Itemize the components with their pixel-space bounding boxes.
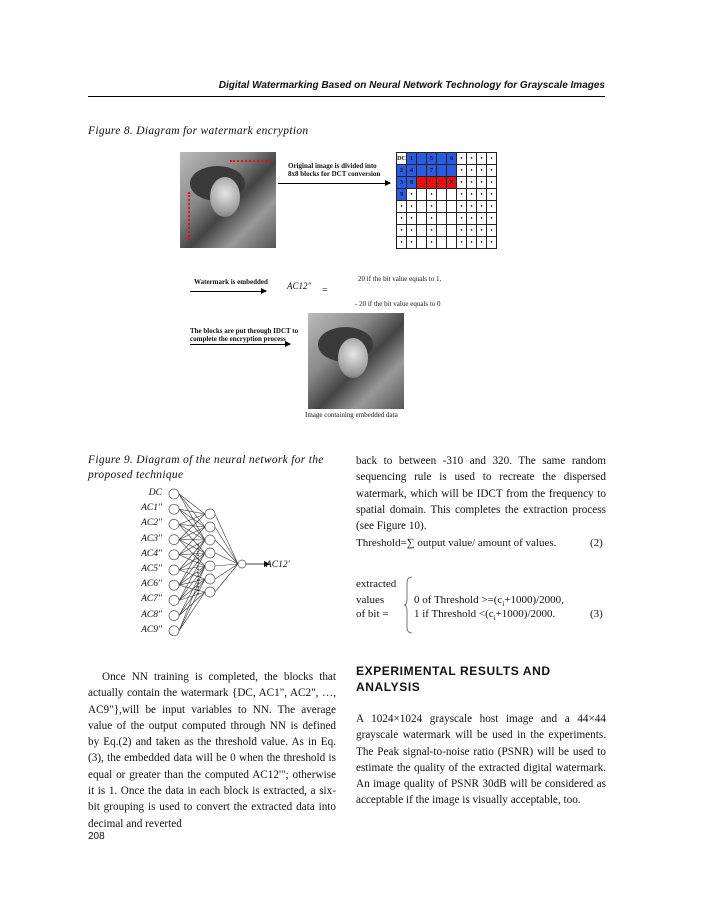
nn-hidden-node: [205, 522, 215, 532]
nn-edge: [215, 564, 238, 579]
nn-input-label: DC: [148, 488, 162, 498]
grid-cell: DC: [397, 153, 407, 165]
label-result: Image containing embedded data: [305, 411, 398, 419]
nn-input-node: [169, 489, 179, 499]
arrow-divide: [278, 183, 390, 184]
nn-hidden-node: [205, 574, 215, 584]
nn-hidden-node: [205, 548, 215, 558]
nn-input-label: AC1": [141, 503, 162, 514]
nn-input-label: AC8": [141, 609, 162, 620]
grid-cell: 1: [407, 153, 417, 165]
grid-cell: X: [447, 177, 457, 189]
nn-hidden-node: [205, 561, 215, 571]
formula-case-2: - 20 if the bit value equals to 0: [355, 300, 441, 308]
nn-input-label: AC2": [141, 518, 162, 529]
grid-cell: 9: [397, 189, 407, 201]
eq3-case-0: 0 of Threshold $>=(c_i+1000)/2000$,: [414, 594, 564, 609]
nn-edge: [179, 527, 205, 555]
nn-input-node: [169, 595, 179, 605]
nn-edge: [179, 540, 205, 585]
nn-input-node: [169, 611, 179, 621]
eq3-label-2: values: [356, 594, 385, 606]
formula-case-1: 20 if the bit value equals to 1,: [358, 275, 442, 283]
equation-3-number: (3): [590, 608, 603, 620]
dct-block-grid: DC 1 5 6 • • • • 2 4 7 • • • • 3 8 X • • • • 9 • • • • • • • • • • • • • • • • • • • • • • • • • • • • • • • • • •: [396, 152, 497, 249]
lena-original-image: [180, 152, 276, 248]
nn-input-label: AC6": [141, 579, 162, 590]
nn-edge: [215, 514, 238, 564]
label-idct: The blocks are put through IDCT to complete the encryption process: [190, 327, 299, 343]
nn-input-label: AC5": [141, 564, 162, 574]
nn-input-node: [169, 626, 179, 636]
header-rule: [88, 96, 605, 97]
label-embed: Watermark is embedded: [194, 278, 268, 286]
nn-edge: [179, 579, 205, 631]
arrow-embed: [190, 291, 266, 292]
nn-edge: [179, 494, 205, 514]
grid-cell: 4: [407, 165, 417, 177]
nn-edge: [215, 564, 238, 566]
nn-output-node: [238, 560, 246, 568]
nn-input-label: AC7": [141, 594, 162, 605]
grid-cell: 2: [397, 165, 407, 177]
arrow-idct: [190, 344, 290, 345]
left-column-paragraph: Once NN training is completed, the blocks that actually contain the watermark {DC, AC1", AC2", …, AC9"},will be input variables to NN. The average value of the output computed through NN is defined by Eq.(2) and taken as the threshold value. As in Eq.(3), the embedded data will be 0 when the threshold is equal or greater than the computed AC12'"; otherwise it is 1. Once the data in each block is extracted, a six-bit grouping is used to convert the extracted data into decimal and reverted: [88, 671, 336, 830]
nn-input-node: [169, 519, 179, 529]
eq3-brace: [404, 575, 414, 635]
nn-input-label: AC4": [141, 548, 162, 559]
running-header: Digital Watermarking Based on Neural Network Technology for Grayscale Images: [218, 80, 605, 91]
eq3-label-1: extracted: [356, 578, 397, 590]
grid-cell: 5: [427, 153, 437, 165]
section-heading: EXPERIMENTAL RESULTS AND ANALYSIS: [356, 664, 551, 694]
nn-input-node: [169, 580, 179, 590]
nn-edge: [179, 494, 205, 527]
grid-cell: 8: [407, 177, 417, 189]
label-divide: Original image is divided into 8x8 blocks for DCT conversion: [288, 162, 381, 178]
nn-edge: [215, 540, 238, 564]
nn-edge: [179, 540, 205, 570]
nn-edge: [215, 564, 238, 592]
nn-input-node: [169, 550, 179, 560]
right-column-paragraph-2: A 1024×1024 grayscale host image and a 44×44 grayscale watermark will be used in the experiments. The Peak signal-to-noise ratio (PSNR) will be used to estimate the quality of the extracted digital watermark. An image quality of PSNR 30dB will be considered as acceptable if the image is visually acceptable, too.: [356, 713, 606, 807]
nn-hidden-node: [205, 535, 215, 545]
nn-input-label: AC9": [141, 624, 162, 635]
nn-hidden-node: [205, 509, 215, 519]
nn-input-node: [169, 565, 179, 575]
equation-2-number: (2): [590, 537, 603, 549]
grid-cell: 7: [427, 165, 437, 177]
neural-network-graph: [100, 484, 330, 644]
figure8-caption: Figure 8. Diagram for watermark encryption: [88, 125, 309, 137]
nn-input-node: [169, 535, 179, 545]
nn-input-label: AC3": [141, 533, 162, 544]
formula-eq: =: [322, 285, 328, 296]
equation-2: Threshold=∑ output value/ amount of values.: [356, 537, 557, 549]
neural-network-diagram: [100, 484, 330, 644]
formula-lhs: AC12": [287, 281, 312, 291]
nn-output-label: AC12': [266, 560, 290, 570]
grid-cell: 6: [447, 153, 457, 165]
grid-cell: 3: [397, 177, 407, 189]
nn-edge: [179, 553, 205, 555]
right-column-paragraph-1: back to between -310 and 320. The same random sequencing rule is used to recreate the dispersed watermark, which will be IDCT from the frequency to spatial domain. This completes the extraction process (see Figure 10).: [356, 455, 606, 533]
lena-watermarked-image: [308, 313, 404, 409]
figure9-caption: Figure 9. Diagram of the neural network for the proposed technique: [88, 454, 324, 481]
nn-edge: [179, 514, 205, 524]
eq3-case-1: 1 if Threshold $<(c_i+1000)/2000$.: [414, 608, 556, 623]
eq3-label-3: of bit =: [356, 608, 389, 620]
nn-input-node: [169, 504, 179, 514]
nn-edge: [179, 553, 205, 570]
nn-hidden-node: [205, 587, 215, 597]
page-number: 208: [88, 831, 105, 842]
